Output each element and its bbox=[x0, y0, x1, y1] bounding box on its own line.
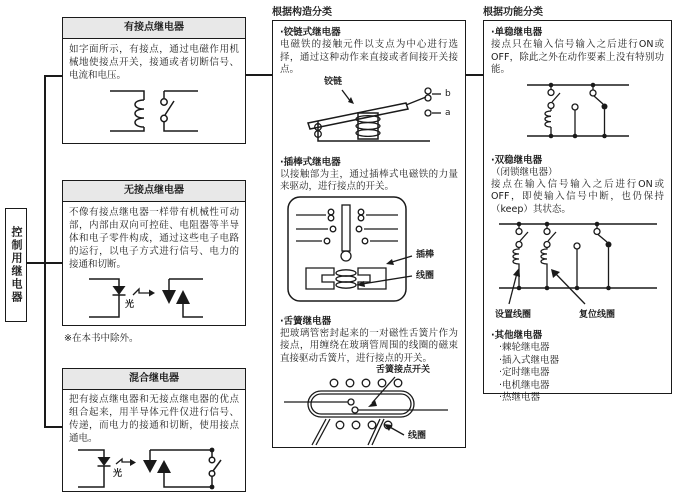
reed-relay-title: ·舌簧继电器 bbox=[280, 315, 332, 327]
connector-middle bbox=[26, 262, 63, 264]
bistable-relay-title: ·双稳继电器 bbox=[491, 154, 543, 166]
bistable-relay-subtitle: （闭锁继电器） bbox=[491, 166, 558, 178]
root-label-box bbox=[5, 208, 27, 322]
structure-column-box bbox=[272, 20, 466, 448]
contact-b-label: b bbox=[445, 88, 451, 99]
hybrid-relay-box bbox=[62, 368, 246, 492]
contact-relay-title: 有接点继电器 bbox=[63, 18, 245, 39]
book-exclusion-note: ※在本书中除外。 bbox=[64, 333, 139, 344]
connector-bottom bbox=[44, 426, 63, 428]
other-relay-item-timer: ·定时继电器 bbox=[499, 367, 550, 378]
light-label: 光 bbox=[125, 300, 135, 310]
plunger-relay-title: ·插棒式继电器 bbox=[280, 156, 341, 168]
plunger-relay-body: 以接触部为主，通过插棒式电磁铁的力量来驱动，进行接点的开关。 bbox=[280, 168, 458, 192]
hinge-relay-body: 电磁铁的接触元件以支点为中心进行选择，通过这种动作来直接或者间接开关接点。 bbox=[280, 39, 458, 75]
contact-relay-diagram bbox=[63, 84, 245, 140]
bistable-relay-body: 接点在输入信号输入之后进行ON或OFF，即使输入信号中断，也仍保持（keep）其状态。 bbox=[491, 178, 664, 215]
function-column-box bbox=[483, 20, 672, 403]
contactless-relay-body: 不像有接点继电器一样带有机械性可动部，内部由双向可控硅、电阻器等半导体和电子零件构成，通过这些电子电路的运行，以电子方式进行信号、电力的接通和切断。 bbox=[69, 207, 239, 270]
hybrid-relay-diagram bbox=[63, 445, 245, 491]
other-relay-item-plugin: ·插入式继电器 bbox=[499, 354, 560, 366]
coil-label: 线圈 bbox=[408, 431, 427, 441]
connector-top bbox=[44, 75, 63, 77]
hinge-label: 铰链 bbox=[324, 76, 343, 87]
contact-relay-box bbox=[62, 17, 246, 144]
connector-to-function bbox=[466, 74, 483, 76]
contact-relay-body: 如字面所示，有接点，通过电磁作用机械地使接点开关，接通或者切断信号、电流和电压。 bbox=[69, 44, 239, 81]
plunger-relay-section bbox=[273, 157, 465, 308]
hybrid-relay-title: 混合继电器 bbox=[63, 369, 245, 390]
reset-coil-label: 复位线圈 bbox=[579, 310, 616, 320]
monostable-relay-body: 接点只在输入信号输入之后进行ON或OFF，除此之外在动作要素上没有特别功能。 bbox=[491, 39, 664, 75]
set-coil-label: 设置线圈 bbox=[495, 310, 532, 320]
reed-relay-section bbox=[273, 316, 465, 454]
function-column-header: 根据功能分类 bbox=[483, 7, 543, 18]
contact-a-label: a bbox=[445, 107, 451, 118]
hinge-relay-diagram bbox=[280, 77, 458, 149]
monostable-circuit-drawing bbox=[519, 79, 637, 143]
reed-relay-body: 把玻璃管密封起来的一对磁性舌簧片作为接点，用缠绕在玻璃管周围的线圈的磁束直接驱动舌簧片，进行接点的开关。 bbox=[280, 327, 458, 364]
bistable-relay-section bbox=[484, 155, 671, 323]
bistable-circuit-drawing bbox=[493, 218, 663, 306]
monostable-relay-section bbox=[484, 27, 671, 147]
structure-column-header: 根据构造分类 bbox=[272, 7, 332, 18]
contactless-relay-box bbox=[62, 180, 246, 326]
contactless-relay-title: 无接点继电器 bbox=[63, 181, 245, 202]
coil-and-switch-symbol bbox=[94, 84, 214, 138]
plunger-label: 插棒 bbox=[416, 249, 435, 260]
root-label: 控制用继电器 bbox=[10, 226, 23, 304]
bistable-relay-diagram bbox=[491, 218, 664, 322]
other-relay-item-motor: ·电机继电器 bbox=[499, 379, 550, 391]
coil-label: 线圈 bbox=[416, 270, 435, 281]
reed-relay-diagram bbox=[280, 365, 458, 453]
other-relay-item-thermal: ·热继电器 bbox=[499, 392, 541, 403]
hinge-relay-section bbox=[273, 27, 465, 149]
hinge-relay-title: ·铰链式继电器 bbox=[280, 27, 341, 38]
contactless-relay-diagram bbox=[63, 273, 245, 325]
monostable-relay-diagram bbox=[491, 79, 664, 147]
trunk-line bbox=[44, 75, 46, 428]
connector-to-structure bbox=[246, 74, 272, 76]
reed-switch-label: 舌簧接点开关 bbox=[376, 365, 431, 375]
optocoupler-triac-symbol bbox=[79, 273, 229, 323]
reed-relay-drawing bbox=[280, 365, 458, 451]
monostable-relay-title: ·单稳继电器 bbox=[491, 27, 543, 38]
other-relay-item-ratchet: ·棘轮继电器 bbox=[499, 342, 550, 353]
other-relays-title: ·其他继电器 bbox=[491, 330, 543, 341]
light-label: 光 bbox=[113, 469, 123, 479]
hinge-relay-drawing bbox=[280, 77, 458, 149]
other-relays-section bbox=[484, 330, 671, 405]
plunger-relay-diagram bbox=[280, 194, 458, 308]
optocoupler-switch-symbol bbox=[70, 445, 238, 491]
hybrid-relay-body: 把有接点继电器和无接点继电器的优点组合起来，用半导体元件仅进行信号、传递，而电力的接通和切断，使用接点通电。 bbox=[69, 394, 239, 444]
